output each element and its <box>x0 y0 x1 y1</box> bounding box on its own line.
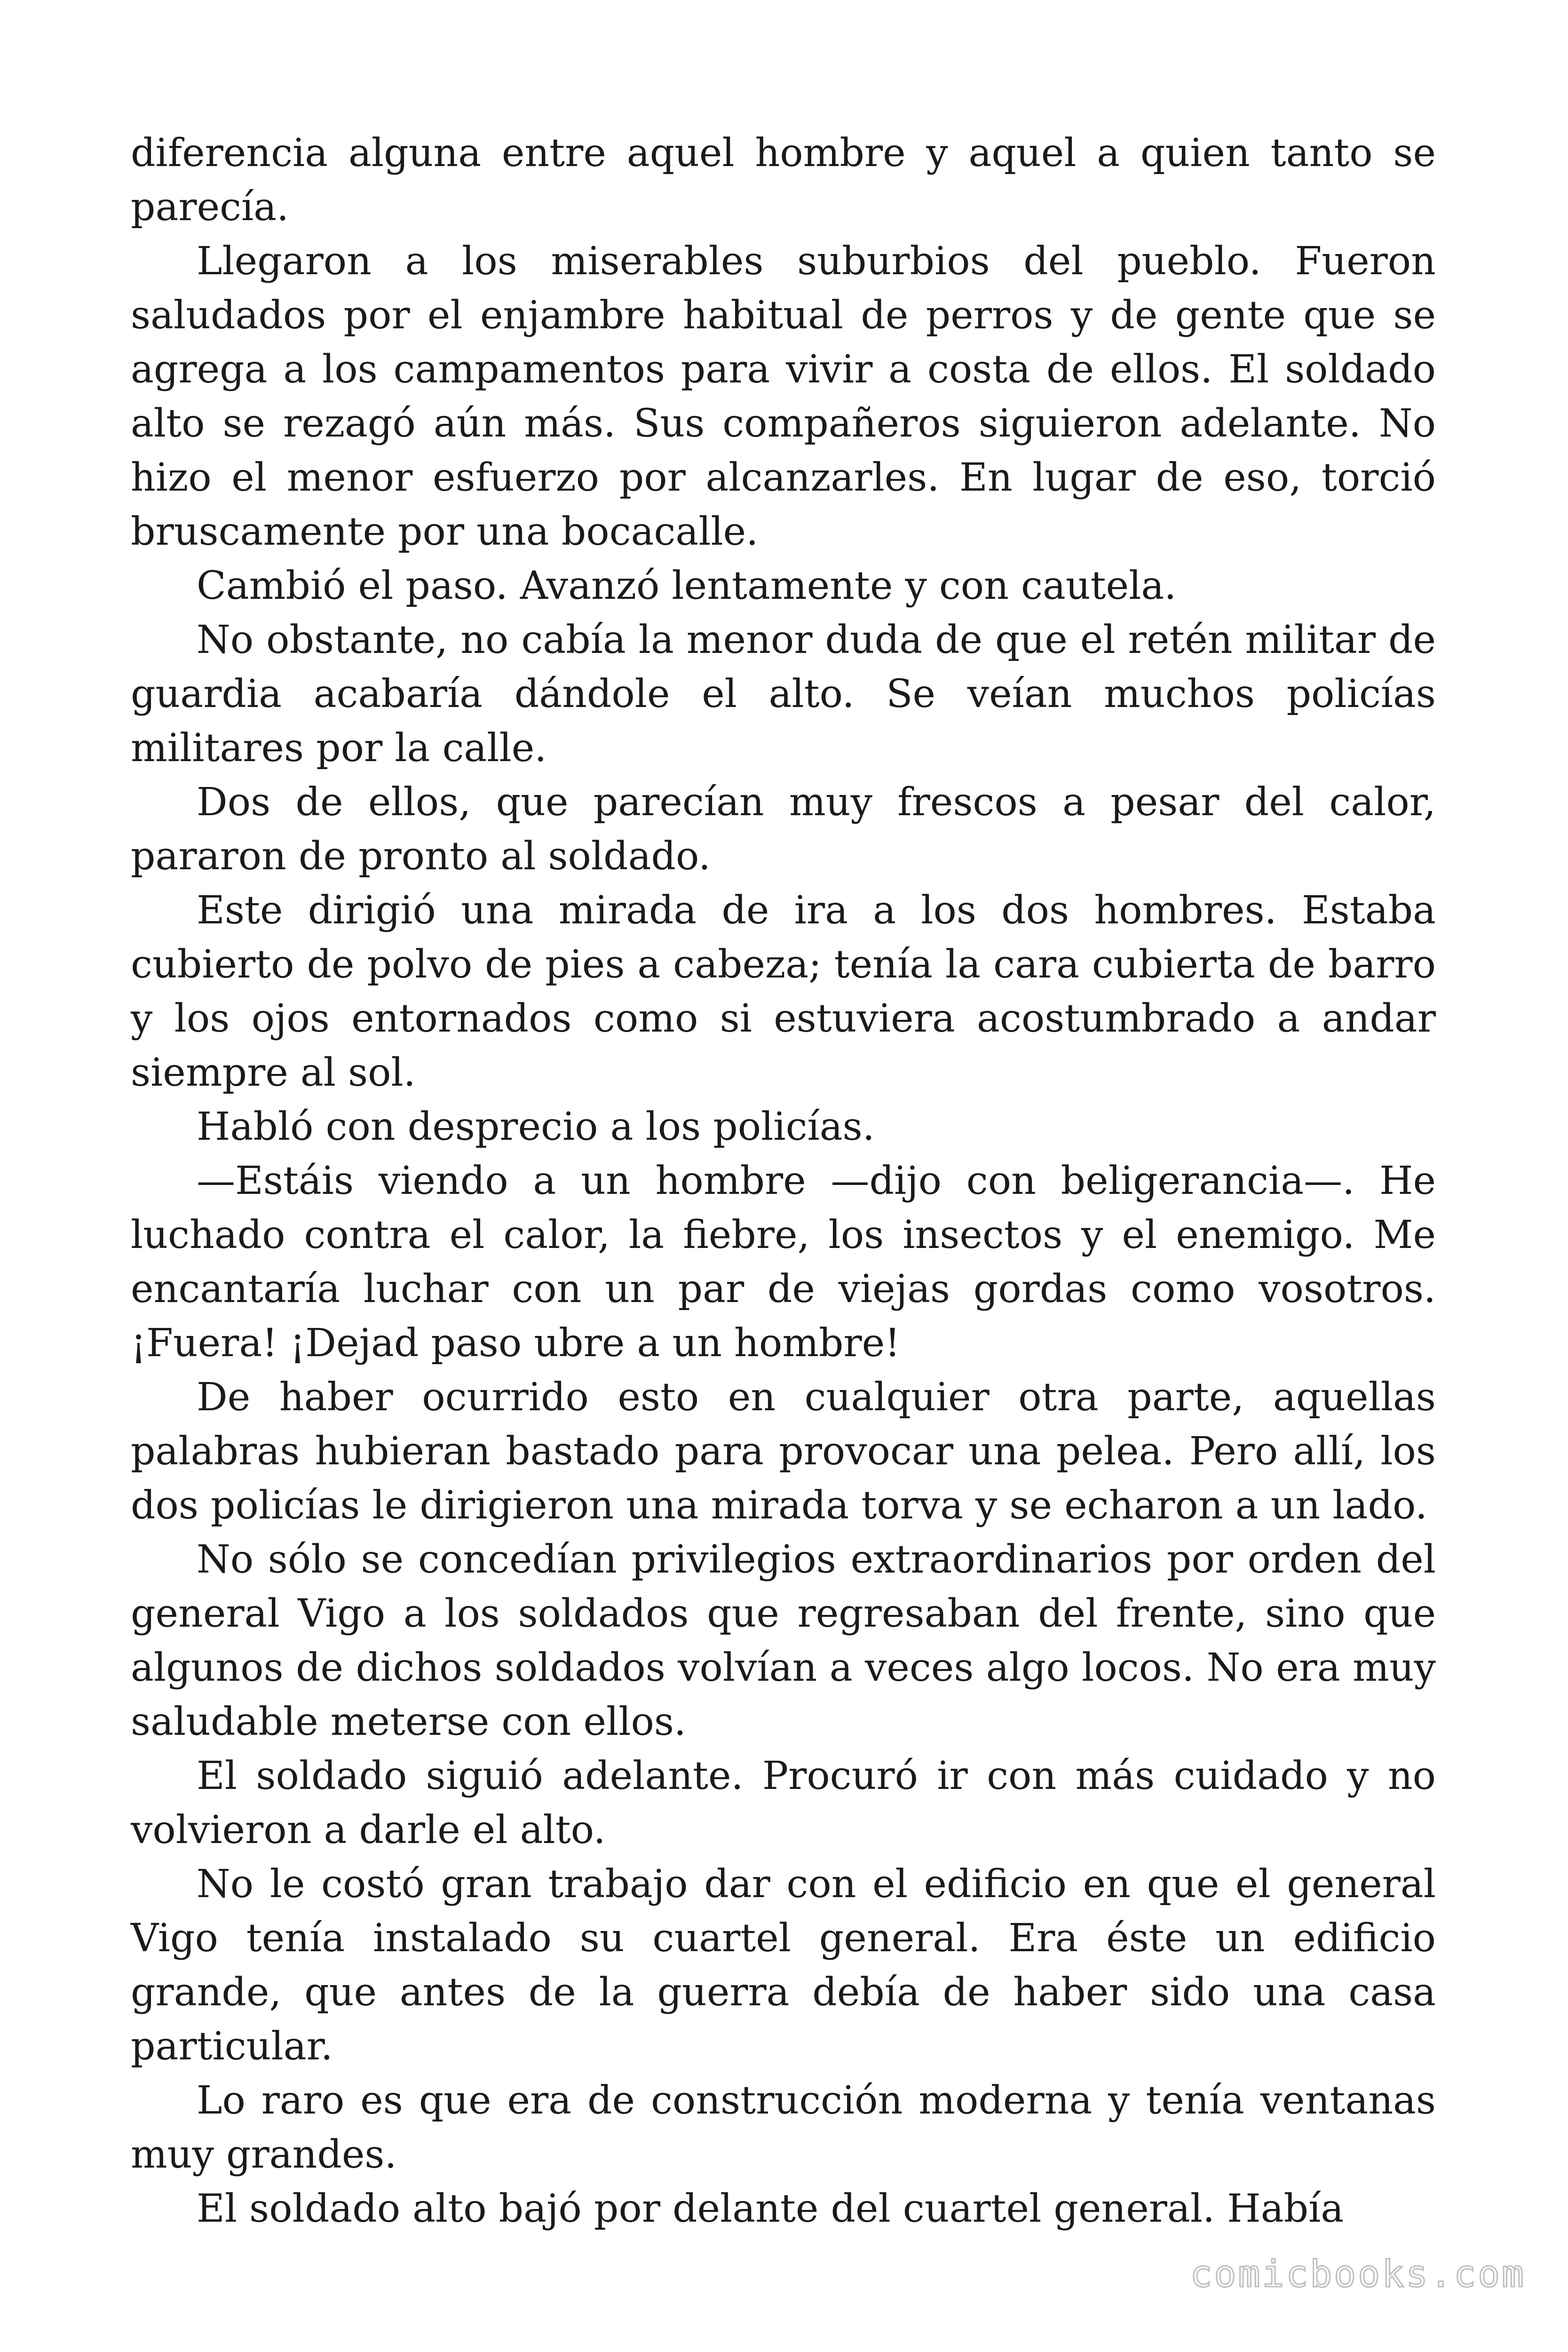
paragraph: Lo raro es que era de construcción moderna y tenía ventanas muy grandes. <box>131 2078 1436 2177</box>
paragraph: El soldado alto bajó por delante del cuartel general. Había <box>197 2186 1344 2231</box>
paragraph: —Estáis viendo a un hombre —dijo con beligerancia—. He luchado contra el calor, la fiebre, los insectos y el enemigo. Me encantaría luchar con un par de viejas gordas como vosotros. ¡Fuera! ¡Dejad paso ubre a un hombre! <box>131 1159 1436 1366</box>
body-text <box>131 126 1436 2236</box>
paragraph: Llegaron a los miserables suburbios del pueblo. Fueron saludados por el enjambre habitual de perros y de gente que se agrega a los campamentos para vivir a costa de ellos. El soldado alto se rezagó aún más. Sus compañeros siguieron adelante. No hizo el menor esfuerzo por alcanzarles. En lugar de eso, torció bruscamente por una bocacalle. <box>131 239 1436 554</box>
watermark: comicbooks.com <box>1190 2253 1526 2296</box>
paragraph: De haber ocurrido esto en cualquier otra parte, aquellas palabras hubieran bastado para provocar una pelea. Pero allí, los dos policías le dirigieron una mirada torva y se echaron a un lado. <box>131 1375 1436 1528</box>
paragraph: No obstante, no cabía la menor duda de que el retén militar de guardia acabaría dándole el alto. Se veían muchos policías militares por la calle. <box>131 618 1436 771</box>
paragraph: No sólo se concedían privilegios extraordinarios por orden del general Vigo a los soldados que regresaban del frente, sino que algunos de dichos soldados volvían a veces algo locos. No era muy saludable meterse con ellos. <box>131 1537 1436 1744</box>
paragraph: No le costó gran trabajo dar con el edificio en que el general Vigo tenía instalado su cuartel general. Era éste un edificio grande, que antes de la guerra debía de haber sido una casa particular. <box>131 1862 1436 2069</box>
paragraph: diferencia alguna entre aquel hombre y aquel a quien tanto se parecía. <box>131 131 1436 230</box>
paragraph: Cambió el paso. Avanzó lentamente y con cautela. <box>197 564 1177 608</box>
paragraph: Este dirigió una mirada de ira a los dos hombres. Estaba cubierto de polvo de pies a cabeza; tenía la cara cubierta de barro y los ojos entornados como si estuviera acostumbrado a andar siempre al sol. <box>131 888 1436 1095</box>
paragraph: El soldado siguió adelante. Procuró ir con más cuidado y no volvieron a darle el alto. <box>131 1754 1436 1852</box>
paragraph: Dos de ellos, que parecían muy frescos a pesar del calor, pararon de pronto al soldado. <box>131 780 1436 879</box>
paragraph: Habló con desprecio a los policías. <box>197 1104 875 1149</box>
